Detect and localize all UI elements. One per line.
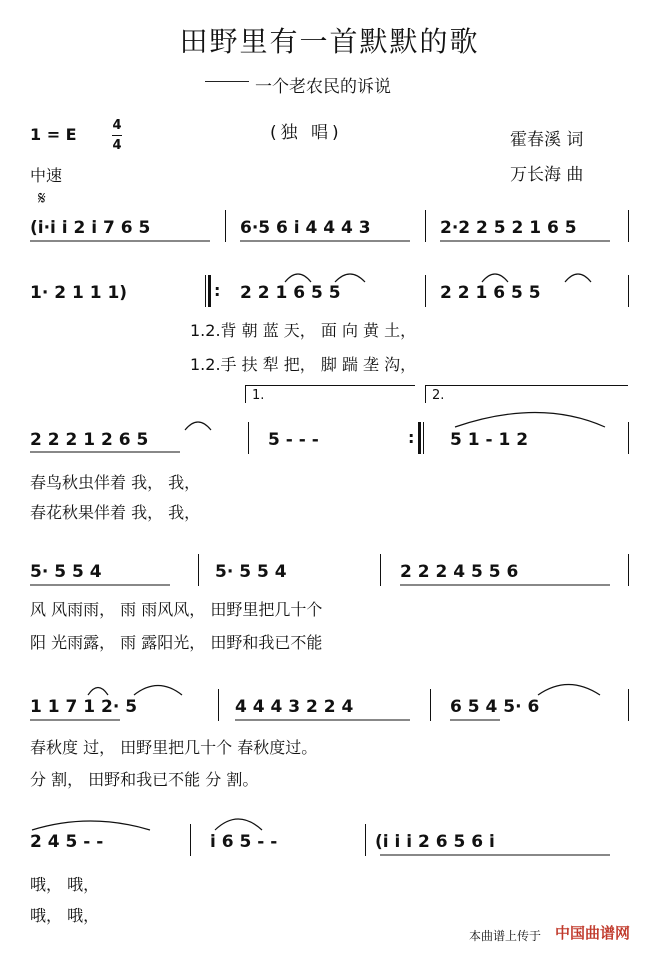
segno-icon: 𝄋 [38, 188, 46, 209]
r5-m3: 6 5 4 5· 6 [450, 697, 540, 717]
r3-m1: 2 2 2 1 2 6 5 [30, 430, 149, 450]
r6-lyrics-verse1: 哦， 哦， [30, 875, 100, 894]
r1-m1: (i̇·i̇ i̇ 2 i̇ 7 6 5 [30, 218, 151, 238]
volta1-label: 1. [252, 388, 265, 403]
slur [88, 688, 108, 696]
r1-m3: 2·2 2 5 2 1 6 5 [440, 218, 577, 238]
r2-m2: 2 2 1 6 5 5 [240, 283, 341, 303]
r6-lyrics-verse2: 哦， 哦， [30, 906, 100, 925]
r2-m3: 2 2 1 6 5 5 [440, 283, 541, 303]
repeat-end-dots: : [408, 428, 415, 447]
key-signature: 1 = E [30, 125, 77, 144]
slur [455, 413, 605, 428]
r2-m1: 1· 2 1 1 1) [30, 283, 128, 303]
slur [32, 821, 150, 830]
page-title: 田野里有一首默默的歌 [179, 25, 480, 58]
tempo-mark: 中速 [30, 166, 63, 185]
r4-lyrics-verse1: 风 风雨雨， 雨 雨风风， 田野里把几十个 [30, 600, 323, 619]
r5-lyrics-verse1: 春秋度 过， 田野里把几十个 春秋度过。 [30, 738, 318, 757]
upload-note: 本曲谱上传于 [469, 929, 542, 943]
r4-lyrics-verse2: 阳 光雨露， 雨 露阳光， 田野和我已不能 [30, 633, 323, 652]
r4-m2: 5· 5 5 4 [215, 562, 287, 582]
slur [565, 274, 591, 282]
composer-credit: 万长海 曲 [510, 165, 584, 185]
slur [482, 274, 508, 282]
lyricist-credit: 霍春溪 词 [510, 130, 584, 150]
r5-m1: 1 1 7 1 2· 5 [30, 697, 138, 717]
r4-m1: 5· 5 5 4 [30, 562, 102, 582]
slur [285, 274, 311, 282]
subtitle: 一个老农民的诉说 [255, 77, 391, 97]
r6-m1: 2 4 5 - - [30, 832, 104, 852]
performance-mark: (独 唱) [270, 123, 343, 143]
r6-m3: (i̇ i̇ i̇ 2 6 5 6 i̇ [375, 832, 495, 852]
time-sig-bottom: 4 [112, 138, 122, 153]
r3-m3: 5 1 - 1 2 [450, 430, 529, 450]
r5-lyrics-verse2: 分 割， 田野和我已不能 分 割。 [30, 770, 259, 789]
r4-m3: 2 2 2 4 5 5 6 [400, 562, 519, 582]
site-logo: 中国曲谱网 [555, 924, 631, 942]
slur [215, 819, 262, 830]
time-sig-top: 4 [112, 118, 122, 133]
r1-m2: 6·5 6 i̇ 4 4 4 3 [240, 218, 371, 238]
r2-lyrics-verse1: 1.2.背 朝 蓝 天， 面 向 黄 土， [190, 321, 417, 340]
volta2-label: 2. [432, 388, 445, 403]
r3-lyrics-verse1: 春鸟秋虫伴着 我， 我， [30, 473, 201, 492]
r3-lyrics-verse2: 春花秋果伴着 我， 我， [30, 503, 201, 522]
r5-m2: 4 4 4 3 2 2 4 [235, 697, 354, 717]
repeat-dots: : [214, 281, 221, 300]
slur [134, 686, 182, 696]
r3-m2: 5 - - - [268, 430, 319, 450]
slur [538, 685, 600, 696]
r6-m2: i̇ 6 5 - - [210, 832, 278, 852]
slur [335, 274, 365, 282]
r2-lyrics-verse2: 1.2.手 扶 犁 把， 脚 踹 垄 沟， [190, 355, 417, 374]
slur [185, 422, 211, 430]
